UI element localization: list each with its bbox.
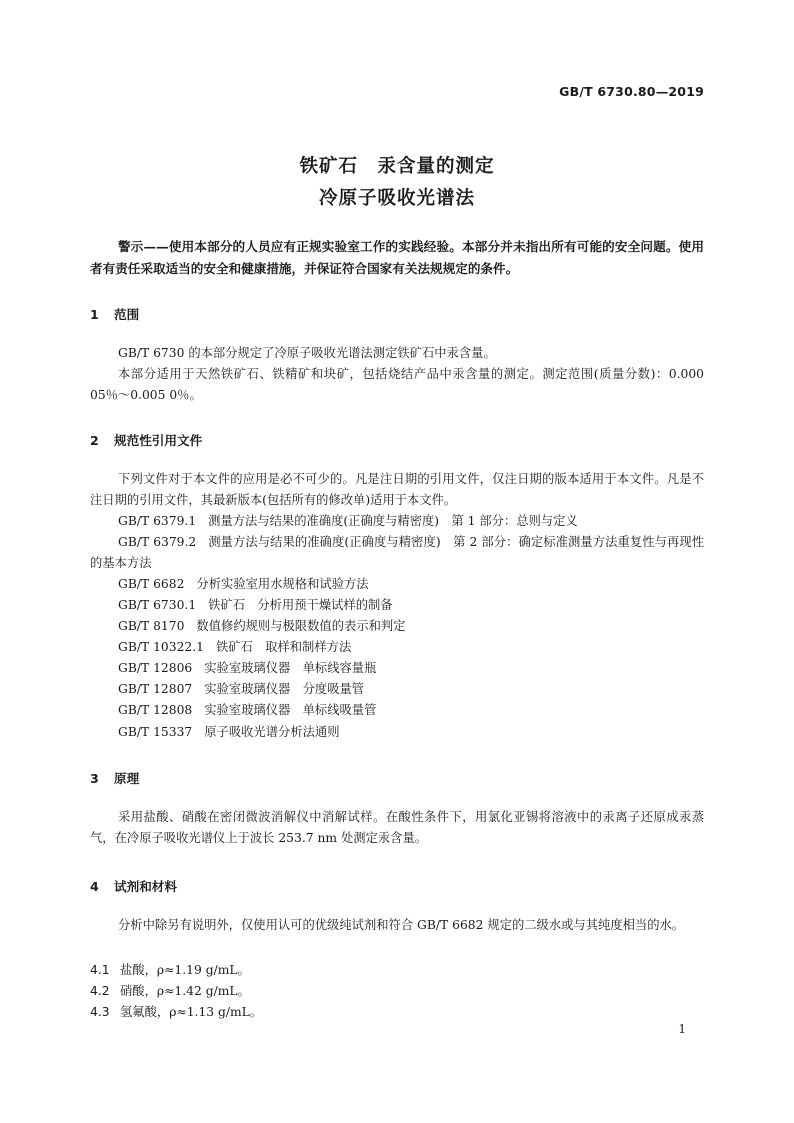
reference-item [90, 595, 704, 616]
section-heading-normative-references [90, 430, 202, 449]
reference-item [90, 722, 704, 743]
reference-item [90, 616, 704, 637]
reagents-intro: 分析中除另有说明外，仅使用认可的优级纯试剂和符合 GB/T 6682 规定的二级水或与其纯度相当的水。 [118, 918, 685, 932]
reference-title: 测量方法与结果的准确度(正确度与精密度) 第 2 部分：确定标准测量方法重复性与再现性的基本方法 [90, 535, 704, 570]
reagent-item [90, 981, 250, 999]
standard-code: GB/T 6730.80—2019 [559, 84, 704, 99]
section-title: 规范性引用文件 [114, 433, 203, 448]
reference-item [90, 532, 704, 574]
reference-title: 实验室玻璃仪器 单标线容量瓶 [204, 661, 377, 675]
reference-title: 铁矿石 分析用预干燥试样的制备 [208, 598, 393, 612]
reference-title: 实验室玻璃仪器 分度吸量管 [204, 682, 365, 696]
reference-item [90, 658, 704, 679]
reference-code: GB/T 6379.2 [118, 535, 197, 549]
reference-code: GB/T 12806 [118, 661, 193, 675]
reference-item [90, 700, 704, 721]
document-title-line-2: 冷原子吸收光谱法 [318, 188, 475, 209]
references-intro: 下列文件对于本文件的应用是必不可少的。凡是注日期的引用文件，仅注日期的版本适用于本文件。凡是不注日期的引用文件，其最新版本(包括所有的修改单)适用于本文件。 [90, 472, 704, 507]
reference-title: 数值修约规则与极限数值的表示和判定 [196, 619, 406, 633]
safety-warning: 警示——使用本部分的人员应有正规实验室工作的实践经验。本部分并未指出所有可能的安全问题。使用者有责任采取适当的安全和健康措施，并保证符合国家有关法规规定的条件。 [90, 239, 704, 276]
reference-title: 实验室玻璃仪器 单标线吸量管 [204, 703, 377, 717]
page-number: 1 [678, 1022, 686, 1036]
reagent-number: 4.2 [90, 984, 110, 998]
scope-paragraph-1: GB/T 6730 的本部分规定了冷原子吸收光谱法测定铁矿石中汞含量。 [118, 346, 496, 360]
section-title: 范围 [114, 307, 140, 322]
reagent-number: 4.3 [90, 1005, 110, 1019]
reference-code: GB/T 12807 [118, 682, 193, 696]
section-title: 试剂和材料 [114, 879, 177, 894]
reference-code: GB/T 6379.1 [118, 514, 197, 528]
reagent-item [90, 960, 250, 978]
reagent-text: 氢氟酸，ρ≈1.13 g/mL。 [120, 1005, 263, 1019]
reference-item [90, 637, 704, 658]
reference-title: 分析实验室用水规格和试验方法 [196, 577, 369, 591]
reference-code: GB/T 6730.1 [118, 598, 197, 612]
scope-paragraph-2: 本部分适用于天然铁矿石、铁精矿和块矿，包括烧结产品中汞含量的测定。测定范围(质量分数)：0.000 05％～0.005 0％。 [90, 367, 704, 402]
reference-title: 测量方法与结果的准确度(正确度与精密度) 第 1 部分：总则与定义 [208, 514, 578, 528]
reagent-text: 盐酸，ρ≈1.19 g/mL。 [120, 963, 250, 977]
document-title-line-1: 铁矿石 汞含量的测定 [299, 156, 495, 177]
section-number: 4 [90, 879, 99, 894]
section-number: 1 [90, 307, 99, 322]
reagent-text: 硝酸，ρ≈1.42 g/mL。 [120, 984, 250, 998]
section-heading-principle [90, 768, 139, 787]
reference-item [90, 574, 704, 595]
reference-title: 原子吸收光谱分析法通则 [204, 725, 340, 739]
section-heading-scope [90, 304, 139, 323]
reagent-number: 4.1 [90, 963, 110, 977]
reference-code: GB/T 6682 [118, 577, 185, 591]
section-title: 原理 [114, 771, 140, 786]
reference-item [90, 679, 704, 700]
section-heading-reagents [90, 876, 177, 895]
section-number: 3 [90, 771, 99, 786]
reference-code: GB/T 8170 [118, 619, 185, 633]
reference-item [90, 511, 704, 532]
reference-code: GB/T 15337 [118, 725, 193, 739]
reference-code: GB/T 12808 [118, 703, 193, 717]
reference-title: 铁矿石 取样和制样方法 [215, 640, 352, 654]
reference-code: GB/T 10322.1 [118, 640, 204, 654]
principle-paragraph: 采用盐酸、硝酸在密闭微波消解仪中消解试样。在酸性条件下，用氯化亚锡将溶液中的汞离子还原成汞蒸气，在冷原子吸收光谱仪上于波长 253.7 nm 处测定汞含量。 [90, 810, 704, 845]
reagent-item [90, 1002, 262, 1020]
section-number: 2 [90, 433, 99, 448]
